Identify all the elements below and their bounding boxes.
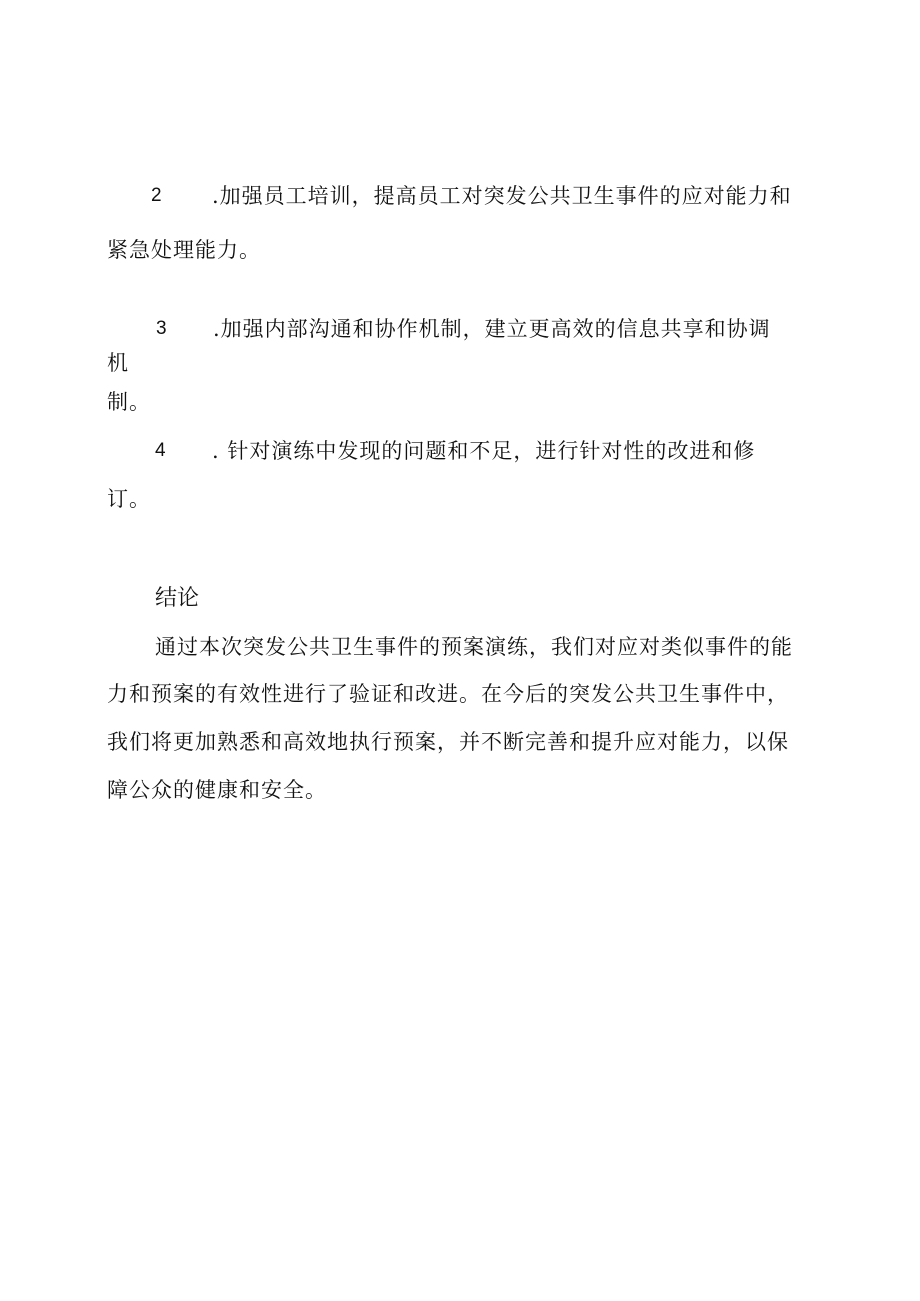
item-text-line: .加强内部沟通和协作机制，建立更高效的信息共享和协调	[213, 317, 771, 341]
item-number: 2	[151, 185, 162, 206]
paragraph-line: 通过本次突发公共卫生事件的预案演练，我们对应对类似事件的能	[155, 635, 793, 659]
item-number: 4	[155, 440, 166, 461]
item-text-line: 制。	[107, 390, 151, 414]
paragraph-line: 力和预案的有效性进行了验证和改进。在今后的突发公共卫生事件中，	[107, 682, 789, 706]
item-text-line: 订。	[107, 487, 151, 511]
item-text-line: 紧急处理能力。	[107, 238, 261, 262]
paragraph-line: 我们将更加熟悉和高效地执行预案，并不断完善和提升应对能力，以保	[107, 730, 789, 754]
section-heading: 结论	[155, 586, 200, 611]
item-text-line: 机	[107, 351, 129, 375]
item-text-line: . 针对演练中发现的问题和不足，进行针对性的改进和修	[212, 439, 756, 463]
item-number: 3	[156, 318, 167, 339]
item-text-line: .加强员工培训，提高员工对突发公共卫生事件的应对能力和	[212, 184, 792, 208]
paragraph-line: 障公众的健康和安全。	[107, 778, 327, 802]
